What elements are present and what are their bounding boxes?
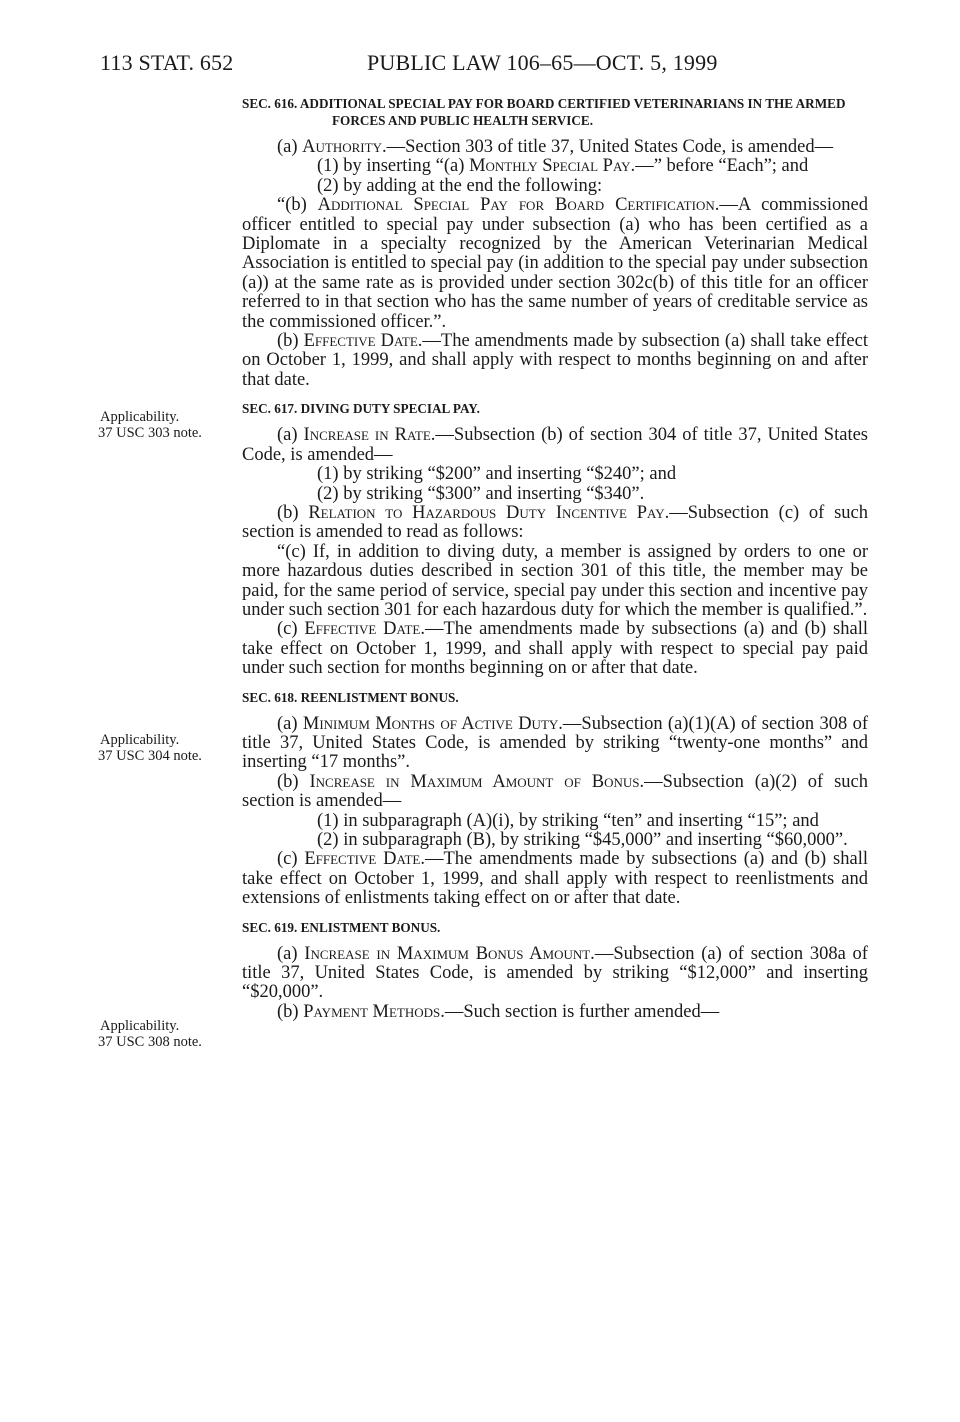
sec619-subsection-a: (a) Increase in Maximum Bonus Amount.—Subsection (a) of section 308a of title 37, United States Code, is amended by striking “$12,000” and inserting “$20,000”.	[242, 943, 868, 1003]
subsection-caption: Minimum Months of Active Duty.	[302, 713, 563, 734]
running-title: PUBLIC LAW 106–65—OCT. 5, 1999	[367, 50, 718, 75]
subsection-caption: Effective Date.	[304, 849, 425, 870]
sec617-subsection-a: (a) Increase in Rate.—Subsection (b) of section 304 of title 37, United States Code, is amended—	[242, 425, 868, 465]
subsection-caption: Additional Special Pay for Board Certification.	[317, 195, 720, 216]
subsection-caption: Effective Date.	[304, 619, 425, 640]
subsection-caption: Increase in Maximum Bonus Amount.	[304, 943, 595, 964]
sec617-quoted-subsection-c: “(c) If, in addition to diving duty, a member is assigned by orders to one or more hazardous duties described in section 301 of this title, the member may be paid, for the same period of service, special pay under this section and incentive pay under such section 301 for each hazardous duty for which the member is qualified.”.	[242, 541, 868, 620]
sec617-paragraph-1: (1) by striking “$200” and inserting “$240”; and	[317, 464, 677, 485]
sec618-paragraph-1: (1) in subparagraph (A)(i), by striking “ten” and inserting “15”; and	[317, 810, 819, 831]
sec617-paragraph-2: (2) by striking “$300” and inserting “$340”.	[317, 483, 645, 504]
margin-note-label: Applicability.	[100, 732, 180, 748]
margin-note-citation: 37 USC 303 note.	[98, 425, 202, 441]
subsection-caption: Authority.	[302, 137, 387, 157]
statute-body	[242, 95, 868, 1022]
margin-note-303	[98, 409, 238, 441]
sec616-subsection-b: (b) Effective Date.—The amendments made by subsection (a) shall take effect on October 1, 1999, and shall apply with respect to months beginning on and after that date.	[242, 331, 868, 390]
margin-note-label: Applicability.	[100, 409, 180, 425]
subsection-caption: Monthly Special Pay.	[469, 156, 636, 177]
sec619-subsection-b: (b) Payment Methods.—Such section is further amended—	[277, 1001, 720, 1022]
subsection-caption: Increase in Rate.	[303, 425, 436, 446]
margin-note-308	[98, 1018, 238, 1050]
sec616-subsection-a: (a) Authority.—Section 303 of title 37, United States Code, is amended—	[277, 137, 834, 157]
section-619-heading: SEC. 619. ENLISTMENT BONUS.	[242, 919, 441, 935]
section-618-heading: SEC. 618. REENLISTMENT BONUS.	[242, 689, 459, 705]
sec617-subsection-b: (b) Relation to Hazardous Duty Incentive Pay.—Subsection (c) of such section is amended to read as follows:	[242, 502, 868, 543]
sec617-subsection-c: (c) Effective Date.—The amendments made by subsections (a) and (b) shall take effect on October 1, 1999, and shall apply with respect to special pay paid under such section for months beginning on or after that date.	[242, 619, 868, 679]
subsection-caption: Payment Methods.	[303, 1001, 445, 1022]
stat-page-number: 113 STAT. 652	[100, 50, 234, 75]
sec618-subsection-b: (b) Increase in Maximum Amount of Bonus.—Subsection (a)(2) of such section is amended—	[242, 771, 869, 812]
subsection-caption: Increase in Maximum Amount of Bonus.	[309, 771, 645, 792]
margin-note-citation: 37 USC 304 note.	[98, 748, 202, 764]
sec618-paragraph-2: (2) in subparagraph (B), by striking “$45,000” and inserting “$60,000”.	[317, 830, 848, 850]
page-header	[100, 47, 860, 79]
sec616-paragraph-2: (2) by adding at the end the following:	[317, 175, 603, 196]
sec618-subsection-a: (a) Minimum Months of Active Duty.—Subsection (a)(1)(A) of section 308 of title 37, United States Code, is amended by striking “twenty-one months” and inserting “17 months”.	[242, 713, 868, 773]
section-617-heading: SEC. 617. DIVING DUTY SPECIAL PAY.	[242, 401, 480, 417]
margin-note-citation: 37 USC 308 note.	[98, 1034, 202, 1050]
margin-note-label: Applicability.	[100, 1018, 180, 1034]
subsection-caption: Effective Date.	[303, 331, 423, 352]
subsection-caption: Relation to Hazardous Duty Incentive Pay.	[308, 502, 670, 523]
section-616-heading: SEC. 616. ADDITIONAL SPECIAL PAY FOR BOARD CERTIFIED VETERINARIANS IN THE ARMED FORCES AND PUBLIC HEALTH SERVICE.	[242, 96, 846, 128]
sec616-quoted-subsection-b: “(b) Additional Special Pay for Board Certification.—A commissioned officer entitled to special pay under subsection (a) who has been certified as a Diplomate in a specialty recognized by the American Veterinarian Medical Association is entitled to special pay (in addition to the special pay under subsection (a)) at the same rate as is provided under section 302c(b) of this title for an officer referred to in that section who has the same number of years of creditable service as the commissioned officer.”.	[242, 195, 868, 332]
sec618-subsection-c: (c) Effective Date.—The amendments made by subsections (a) and (b) shall take effect on October 1, 1999, and shall apply with respect to reenlistments and extensions of enlistments taking effect on or after that date.	[242, 849, 868, 909]
margin-note-304	[98, 732, 238, 764]
sec616-paragraph-1: (1) by inserting “(a) Monthly Special Pay.—” before “Each”; and	[317, 156, 809, 177]
